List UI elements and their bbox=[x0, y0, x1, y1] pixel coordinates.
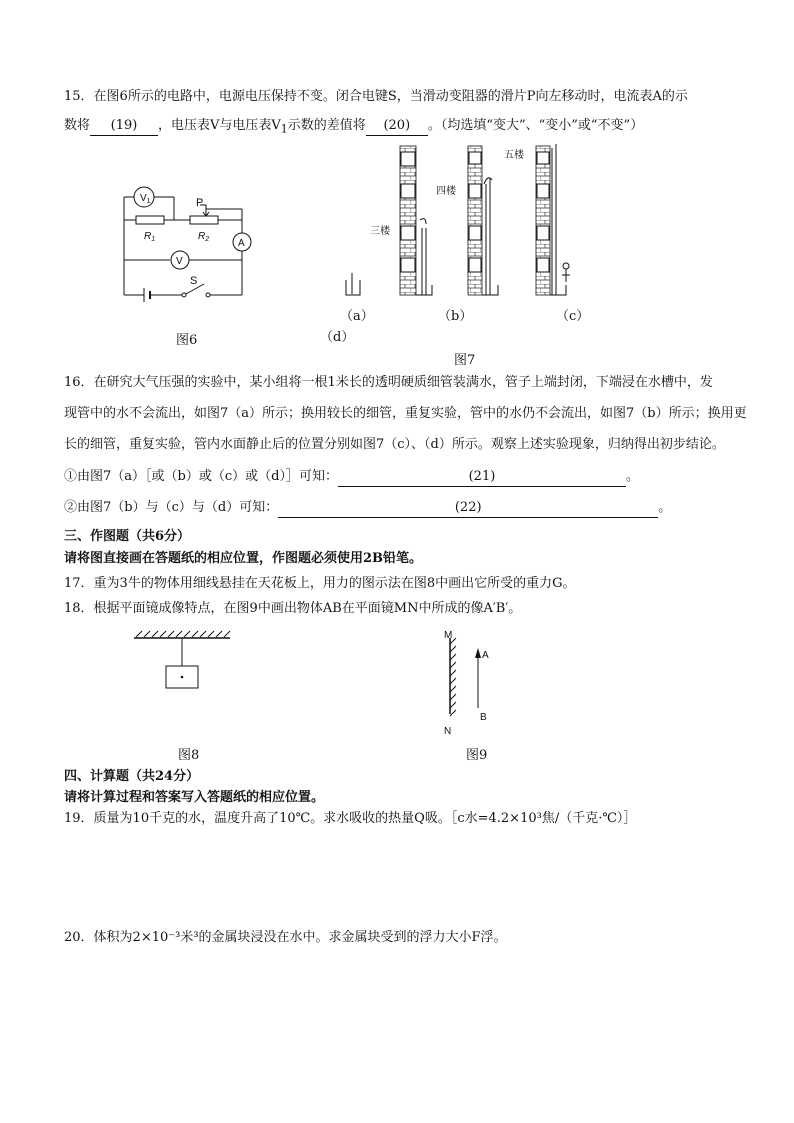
answer-blank-21: (21) bbox=[338, 468, 626, 487]
ammeter-a-label: A bbox=[238, 238, 245, 249]
section-3-title: 三、作图题（共6分） bbox=[64, 529, 191, 544]
fig7-sub-a: （a） bbox=[340, 309, 374, 324]
figure-8-hanging-block bbox=[130, 628, 240, 698]
q15-v1-subscript: 1 bbox=[280, 122, 288, 136]
figure-6-circuit bbox=[110, 180, 260, 305]
fig7-sub-c: （c） bbox=[556, 309, 590, 324]
point-b-label: B bbox=[480, 712, 487, 723]
mirror-n-label: N bbox=[444, 726, 452, 737]
q16-item2-prompt: ②由图7（b）与（c）与（d）可知： bbox=[64, 500, 279, 515]
point-a-label: A bbox=[482, 650, 489, 661]
floor-3-label: 三楼 bbox=[370, 226, 390, 237]
section-4-title: 四、计算题（共24分） bbox=[64, 769, 200, 784]
r1-label: $R_1$ bbox=[144, 231, 156, 243]
q16-item2 bbox=[64, 499, 671, 518]
switch-s-label: S bbox=[190, 275, 198, 287]
q20-text: 20．体积为2×10⁻³米³的金属块浸没在水中。求金属块受到的浮力大小F浮。 bbox=[64, 930, 507, 945]
q15-line2 bbox=[64, 117, 643, 139]
answer-blank-19: (19) bbox=[90, 117, 158, 136]
figure-8-caption: 图8 bbox=[178, 748, 200, 763]
v1-meter-label: $V_1$ bbox=[140, 193, 151, 205]
mirror-m-label: M bbox=[444, 630, 453, 641]
q16-item2-end: 。 bbox=[658, 500, 672, 515]
q16-item1-end: 。 bbox=[625, 469, 639, 484]
floor-4-label: 四楼 bbox=[436, 186, 456, 197]
figure-7-caption: 图7 bbox=[454, 353, 476, 368]
fig7-sub-b: （b） bbox=[438, 309, 473, 324]
q15-line2-post: 。（均选填“变大”、“变小”或“不变”） bbox=[427, 118, 644, 133]
q15-line2-mid2: 示数的差值将 bbox=[287, 118, 366, 133]
r2-label: $R_2$ bbox=[198, 231, 210, 243]
voltmeter-v-label: V bbox=[176, 256, 183, 267]
figure-9-plane-mirror bbox=[438, 628, 508, 738]
q16-line1: 16．在研究大气压强的实验中，某小组将一根1米长的透明硬质细管装满水，管子上端封闭，下端浸在水槽中，发 bbox=[64, 375, 713, 390]
q16-line2: 现管中的水不会流出，如图7（a）所示；换用较长的细管，重复实验，管中的水仍不会流出，如图7（b）所示；换用更 bbox=[64, 406, 747, 421]
figure-7-experiments bbox=[340, 140, 580, 305]
slider-p-label: P bbox=[196, 197, 204, 209]
q15-line2-pre: 数将 bbox=[64, 118, 91, 133]
figure-6-caption: 图6 bbox=[176, 333, 198, 348]
q17-text: 17．重为3牛的物体用细线悬挂在天花板上，用力的图示法在图8中画出它所受的重力G。 bbox=[64, 576, 576, 591]
q15-line2-mid: ，电压表V与电压表V bbox=[158, 118, 281, 133]
answer-blank-20: (20) bbox=[366, 117, 428, 136]
fig7-sub-d: （d） bbox=[320, 330, 355, 345]
figure-9-caption: 图9 bbox=[466, 748, 488, 763]
q18-text: 18．根据平面镜成像特点，在图9中画出物体AB在平面镜MN中所成的像A′B′。 bbox=[64, 601, 522, 616]
q19-text: 19．质量为10千克的水，温度升高了10℃。求水吸收的热量Q吸。［c水=4.2×10³焦/（千克·℃）］ bbox=[64, 811, 637, 826]
section-4-instruction: 请将计算过程和答案写入答题纸的相应位置。 bbox=[64, 790, 325, 805]
q16-item1-prompt: ①由图7（a）［或（b）或（c）或（d）］可知： bbox=[64, 469, 338, 484]
section-3-instruction: 请将图直接画在答题纸的相应位置，作图题必须使用2B铅笔。 bbox=[64, 551, 423, 566]
answer-blank-22: (22) bbox=[278, 499, 658, 518]
q16-line3: 长的细管，重复实验，管内水面静止后的位置分别如图7（c）、（d）所示。观察上述实验现象，归纳得出初步结论。 bbox=[64, 437, 725, 452]
floor-5-label: 五楼 bbox=[504, 150, 524, 161]
q15-line1: 15．在图6所示的电路中，电源电压保持不变。闭合电键S，当滑动变阻器的滑片P向左移动时，电流表A的示 bbox=[64, 89, 688, 104]
q16-item1 bbox=[64, 468, 639, 487]
